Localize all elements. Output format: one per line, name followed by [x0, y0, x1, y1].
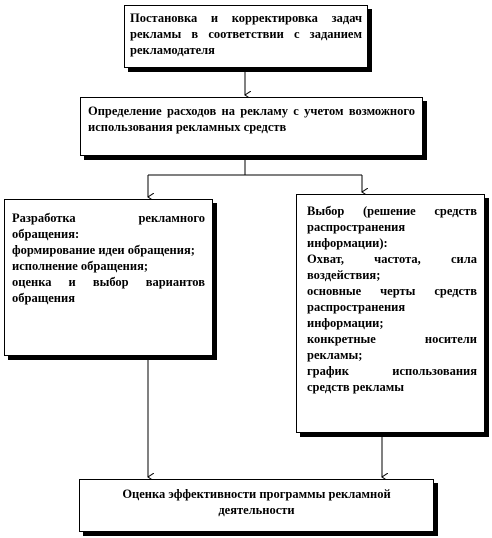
right-line-1: Выбор (решение средств распространения информации): [307, 204, 477, 250]
right-line-2: Охват, частота, сила воздействия; [307, 252, 477, 282]
box-task-setting [124, 5, 368, 68]
box-expense-definition [80, 97, 423, 156]
box-effectiveness-evaluation [79, 479, 434, 532]
left-line-2: формирование идеи обращения; [12, 243, 195, 257]
right-line-3: основные черты средств распространения информации; [307, 284, 477, 330]
box-effectiveness-evaluation-text: Оценка эффективности программы рекламной деятельности [122, 487, 391, 517]
box-message-development [4, 199, 213, 356]
left-line-4: оценка и выбор вариантов обращения [12, 275, 205, 305]
box-task-setting-text: Постановка и корректировка задач рекламы в соответствии с заданием рекламодателя [130, 11, 362, 57]
right-line-4: конкретные носители рекламы; [307, 332, 477, 362]
left-line-1: Разработка рекламного обращения: [12, 211, 205, 241]
box-expense-definition-text: Определение расходов на рекламу с учетом возможного использования рекламных средств [88, 104, 415, 134]
box-media-selection [296, 194, 485, 433]
right-line-5: график использования средств рекламы [307, 364, 477, 394]
left-line-3: исполнение обращения; [12, 259, 149, 273]
